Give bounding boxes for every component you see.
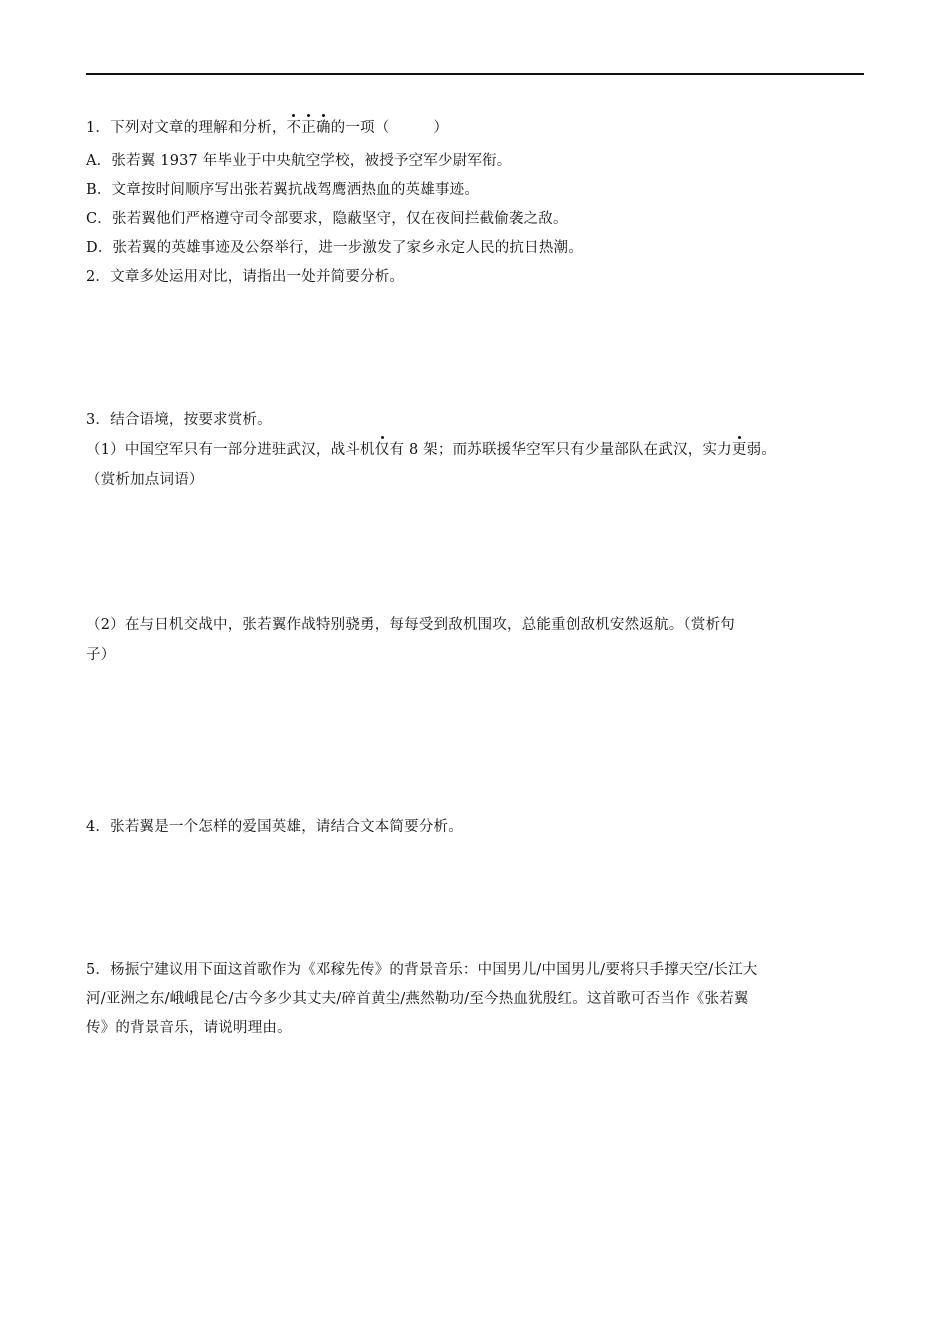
q5-line2: 河/亚洲之东/峨峨昆仑/古今多少其丈夫/碎首黄尘/燕然勒功/至今热血犹殷红。这首歌可否当作《张若翼 — [86, 991, 749, 1007]
q1-option-d: D．张若翼的英雄事迹及公祭举行，进一步激发了家乡永定人民的抗日热潮。 — [86, 240, 583, 256]
emphasis-char: 确 — [315, 120, 331, 136]
q3-sub1-note: （赏析加点词语） — [86, 472, 204, 488]
q1-stem-post: 的一项（ ） — [330, 120, 449, 136]
emphasis-char: 正 — [301, 120, 316, 136]
q3-sub1-post: 弱。 — [746, 442, 776, 458]
question-3-stem: 3．结合语境，按要求赏析。 — [86, 412, 272, 428]
emphasis-char: 仅 — [374, 442, 390, 458]
q1-option-b: B．文章按时间顺序写出张若翼抗战驾鹰洒热血的英雄事迹。 — [86, 182, 480, 198]
emphasis-char: 不 — [286, 120, 302, 136]
q1-option-c: C．张若翼他们严格遵守司令部要求，隐蔽坚守，仅在夜间拦截偷袭之敌。 — [86, 211, 568, 227]
question-4-stem: 4．张若翼是一个怎样的爱国英雄，请结合文本简要分析。 — [86, 819, 463, 835]
header-rule — [86, 73, 864, 75]
q3-sub1-mid: 有 8 架；而苏联援华空军只有少量部队在武汉，实力 — [389, 442, 732, 458]
q3-sub1-line1 — [86, 440, 776, 460]
q5-line3: 传》的背景音乐，请说明理由。 — [86, 1020, 292, 1036]
q1-stem-pre: 1．下列对文章的理解和分析， — [86, 120, 287, 136]
question-1-stem — [86, 118, 448, 138]
q3-sub2-line2: 子） — [86, 647, 116, 663]
emphasis-char: 更 — [731, 442, 747, 458]
q5-line1: 5．杨振宁建议用下面这首歌作为《邓稼先传》的背景音乐：中国男儿/中国男儿/要将只手撑天空/长江大 — [86, 962, 758, 978]
q3-sub2-line1: （2）在与日机交战中，张若翼作战特别骁勇，每每受到敌机围攻，总能重创敌机安然返航。（赏析句 — [86, 617, 735, 633]
question-2-stem: 2．文章多处运用对比，请指出一处并简要分析。 — [86, 269, 405, 285]
q1-option-a: A．张若翼 1937 年毕业于中央航空学校，被授予空军少尉军衔。 — [86, 153, 512, 169]
q3-sub1-pre: （1）中国空军只有一部分进驻武汉，战斗机 — [86, 442, 375, 458]
